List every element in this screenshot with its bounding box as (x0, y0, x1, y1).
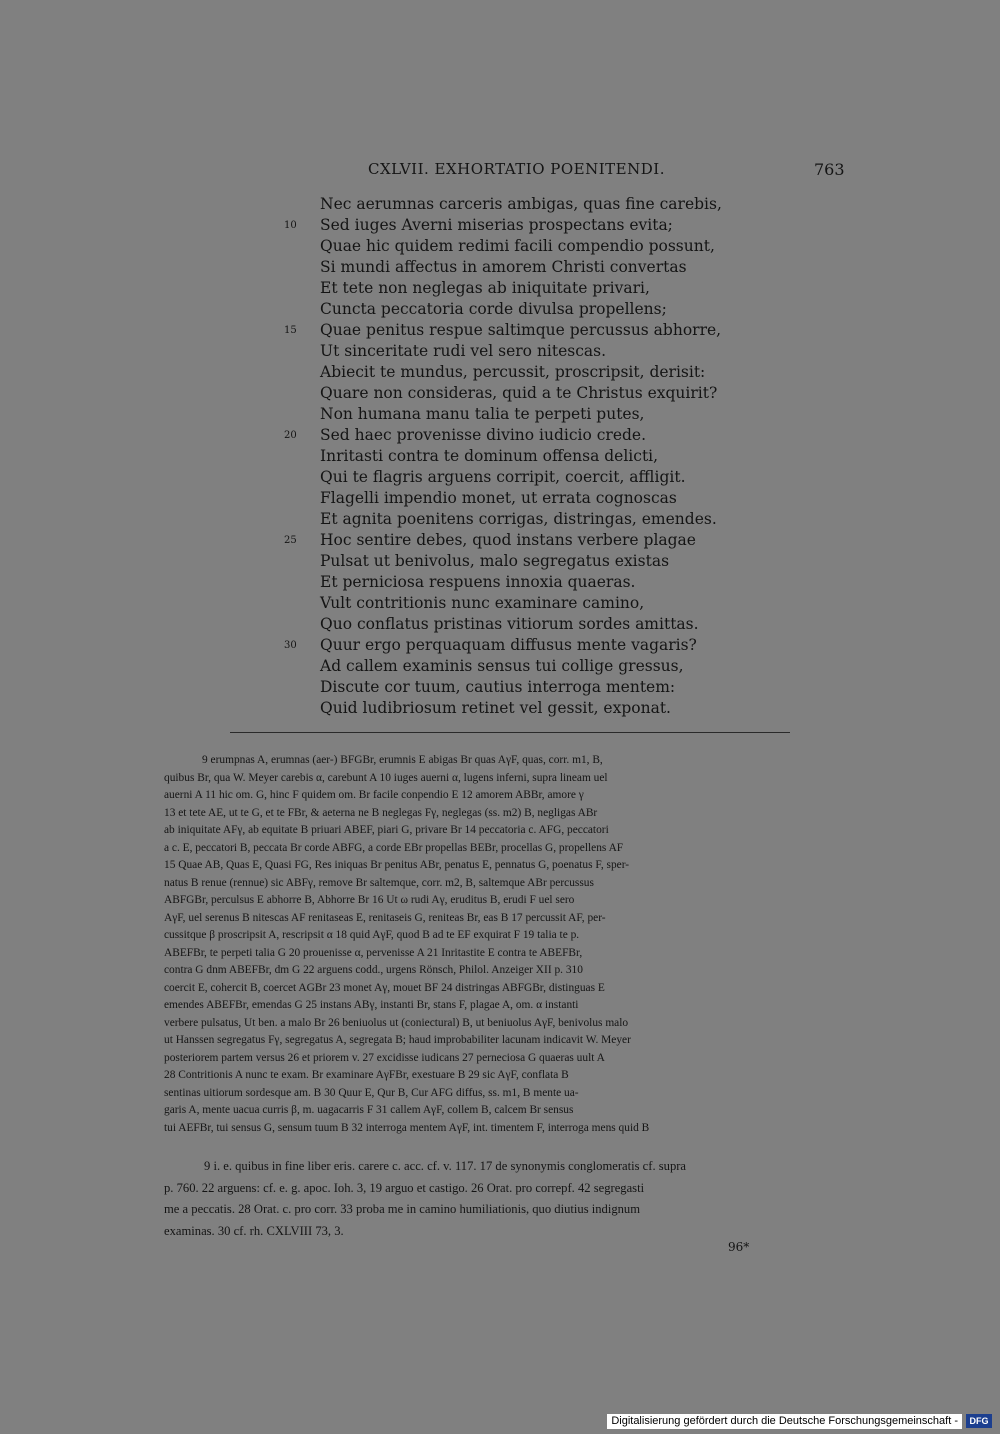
verse-line: Quare non consideras, quid a te Christus exquirit? (320, 384, 718, 402)
apparatus-line: auerni A 11 hic om. G, hinc F quidem om. Br facile conpendio E 12 amorem ABBr, amore γ (164, 789, 584, 801)
apparatus-line: 13 et tete AE, ut te G, et te FBr, & aeterna ne B neglegas Fγ, neglegas (ss. m2) B, negligas ABr (164, 806, 598, 819)
dfg-logo-icon: DFG (966, 1414, 992, 1428)
verse-line: Vult contritionis nunc examinare camino, (320, 594, 645, 612)
apparatus-line: AγF, uel serenus B nitescas AF renitaseas E, renitaseis G, reniteas Br, eas B 17 percussit AF, per- (164, 911, 606, 924)
line-number: 15 (284, 325, 297, 336)
note-line: examinas. 30 cf. rh. CXLVIII 73, 3. (164, 1223, 344, 1238)
line-number: 10 (284, 220, 297, 231)
apparatus-line: contra G dnm ABEFBr, dm G 22 arguens codd., urgens Rönsch, Philol. Anzeiger XII p. 310 (164, 964, 583, 976)
verse-line: Inritasti contra te dominum offensa delicti, (320, 447, 659, 465)
running-title: CXLVII. EXHORTATIO POENITENDI. (368, 160, 665, 178)
verse-line: Hoc sentire debes, quod instans verbere plagae (320, 531, 696, 549)
verse-line: Qui te flagris arguens corripit, coercit, affligit. (320, 468, 686, 486)
apparatus-line: posteriorem partem versus 26 et priorem v. 27 excidisse iudicans 27 perneciosa G quaeras uult A (164, 1051, 605, 1064)
apparatus-line: 28 Contritionis A nunc te exam. Br examinare AγFBr, exestuare B 29 sic AγF, conflata B (164, 1069, 569, 1081)
signature-mark: 96* (728, 1240, 750, 1254)
verse-line: Quid ludibriosum retinet vel gessit, exponat. (320, 699, 671, 717)
verse-line: Abiecit te mundus, percussit, proscripsit, derisit: (320, 363, 706, 381)
verse-line: Sed haec provenisse divino iudicio crede. (320, 426, 647, 444)
note-line: me a peccatis. 28 Orat. c. pro corr. 33 proba me in camino humiliationis, quo diutius indignum (164, 1202, 641, 1216)
verse-line: Nec aerumnas carceris ambigas, quas fine carebis, (320, 195, 722, 213)
line-number: 30 (284, 640, 297, 651)
apparatus-line: a c. E, peccatori B, peccata Br corde ABFG, a corde EBr propellas BEBr, procellas G, propellens AF (164, 841, 624, 854)
verse-line: Pulsat ut benivolus, malo segregatus existas (320, 552, 670, 570)
apparatus-line: ABEFBr, te perpeti talia G 20 prouenisse α, pervenisse A 21 Inritastite E contra te ABEFBr, (164, 946, 583, 959)
page-header (0, 158, 1000, 182)
apparatus-line: garis A, mente uacua curris β, m. uagacarris F 31 callem AγF, collem B, calcem Br sensus (164, 1104, 574, 1116)
verse-line: Et perniciosa respuens innoxia quaeras. (320, 573, 636, 591)
line-number: 25 (284, 535, 297, 546)
verse-line: Quo conflatus pristinas vitiorum sordes amittas. (320, 615, 699, 633)
apparatus-line: cussitque β proscripsit A, rescripsit α 18 quid AγF, quod B ad te EF exquirat F 19 talia te p. (164, 929, 580, 941)
verse-line: Discute cor tuum, cautius interroga mentem: (320, 678, 676, 696)
critical-apparatus (164, 752, 836, 1137)
apparatus-line: coercit E, cohercit B, coercet AGBr 23 monet Aγ, mouet BF 24 distringas ABFGBr, distinguas E (164, 981, 605, 994)
apparatus-line: 9 erumpnas A, erumnas (aer-) BFGBr, erumnis E abigas Br quas AγF, quas, corr. m1, B, (202, 754, 603, 766)
apparatus-line: natus B renue (rennue) sic ABFγ, remove Br saltemque, corr. m2, B, saltemque ABr percussus (164, 876, 594, 889)
verse-line: Quae penitus respue saltimque percussus abhorre, (320, 321, 722, 339)
apparatus-line: sentinas uitiorum sordesque am. B 30 Quur E, Qur B, Cur AFG diffus, ss. m1, B mente ua- (164, 1086, 579, 1099)
commentary-notes (164, 1156, 836, 1242)
apparatus-line: tui AEFBr, tui sensus G, sensum tuum B 32 interroga mentem AγF, int. timentem F, interroga mens quid B (164, 1121, 650, 1134)
note-line: p. 760. 22 arguens: cf. e. g. apoc. Ioh. 3, 19 arguo et castigo. 26 Orat. pro correpf. 42 segregasti (164, 1180, 645, 1195)
verse-line: Flagelli impendio monet, ut errata cognoscas (320, 489, 677, 507)
verse-line: Cuncta peccatoria corde divulsa propellens; (320, 300, 667, 318)
apparatus-line: emendes ABEFBr, emendas G 25 instans ABγ, instanti Br, stans F, plagae A, om. α instanti (164, 999, 579, 1011)
digitization-footer (607, 1413, 992, 1429)
note-line: 9 i. e. quibus in fine liber eris. carere c. acc. cf. v. 117. 17 de synonymis conglomeratis cf. supra (204, 1159, 687, 1173)
apparatus-line: verbere pulsatus, Ut ben. a malo Br 26 beniuolus ut (coniectural) B, ut beniuolus AγF, benivolus malo (164, 1016, 629, 1029)
footer-text: Digitalisierung gefördert durch die Deutsche Forschungsgemeinschaft - (607, 1414, 962, 1429)
verse-line: Quae hic quidem redimi facili compendio possunt, (320, 237, 715, 255)
separator-rule (230, 732, 790, 733)
apparatus-line: ut Hanssen segregatus Fγ, segregatus A, segregata B; haud improbabiliter lacunam indicavit W. Meyer (164, 1034, 631, 1046)
page-number: 763 (814, 160, 845, 179)
verse-line: Ad callem examinis sensus tui collige gressus, (320, 657, 684, 675)
verse-line: Non humana manu talia te perpeti putes, (320, 405, 645, 423)
verse-line: Ut sinceritate rudi vel sero nitescas. (320, 342, 607, 360)
apparatus-line: ab iniquitate AFγ, ab equitate B priuari ABEF, piari G, privare Br 14 peccatoria c. AFG, peccatori (164, 824, 609, 836)
apparatus-line: quibus Br, qua W. Meyer carebis α, carebunt A 10 iuges auerni α, lugens inferni, supra lineam uel (164, 771, 608, 784)
line-number: 20 (284, 430, 297, 441)
verse-line: Quur ergo perquaquam diffusus mente vagaris? (320, 636, 697, 654)
apparatus-line: 15 Quae AB, Quas E, Quasi FG, Res iniquas Br penitus ABr, penatus E, pennatus G, poenatus F, sper- (164, 859, 630, 871)
apparatus-line: ABFGBr, perculsus E abhorre B, Abhorre Br 16 Ut ω rudi Aγ, eruditus B, erudi F uel sero (164, 894, 575, 906)
verse-line: Si mundi affectus in amorem Christi convertas (320, 258, 687, 276)
verse-line: Et tete non neglegas ab iniquitate privari, (320, 279, 650, 297)
verse-line: Sed iuges Averni miserias prospectans evita; (320, 216, 673, 234)
verse-line: Et agnita poenitens corrigas, distringas, emendes. (320, 510, 717, 528)
